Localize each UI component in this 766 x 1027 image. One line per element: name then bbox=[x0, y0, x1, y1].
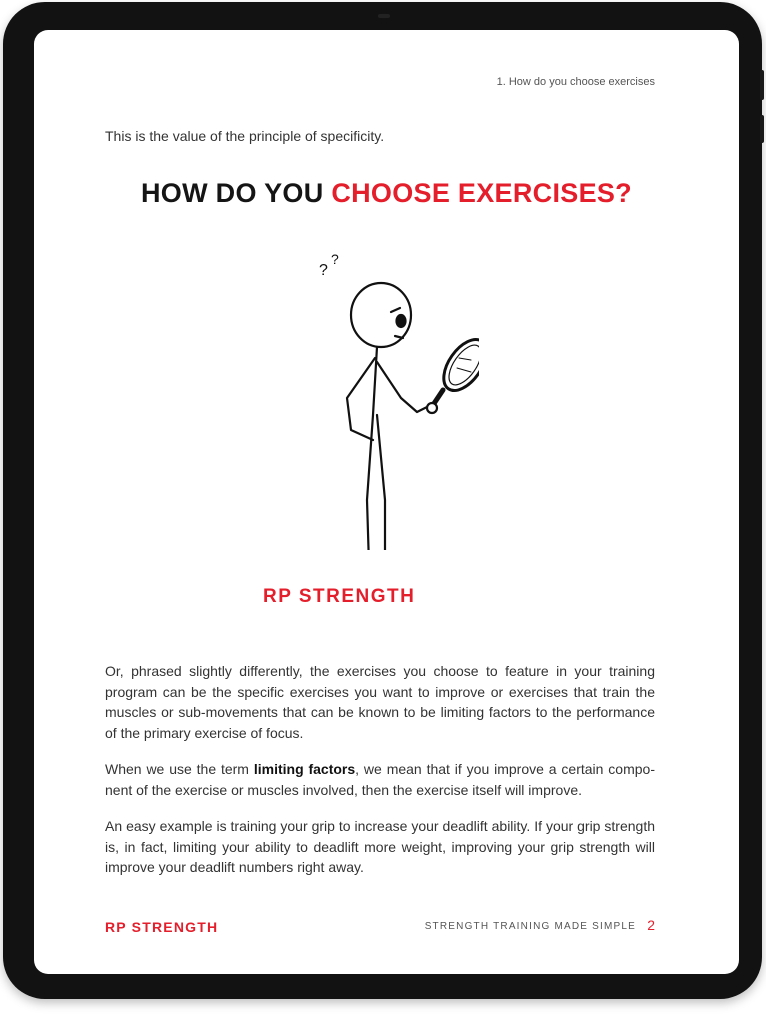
camera-dot bbox=[378, 14, 390, 18]
question-mark-2: ? bbox=[331, 251, 339, 267]
title-part-1: HOW DO YOU bbox=[141, 178, 332, 208]
stick-figure-illustration bbox=[289, 240, 479, 550]
paragraph-3: An easy example is training your grip to increase your deadlift ability. If your grip strength is, in fact, limiting your ability to deadlift more weight, improving your grip strength will improve your deadlift numbers right away. bbox=[105, 818, 655, 875]
section-breadcrumb: 1. How do you choose exercises bbox=[496, 76, 655, 88]
page-number: 2 bbox=[647, 917, 655, 933]
tablet-frame bbox=[3, 2, 762, 999]
rp-strength-logo: RP STRENGTH bbox=[263, 586, 416, 607]
paragraph-1: Or, phrased slightly differently, the exercises you choose to feature in your training program can be the specific exercises you want to improve or exercises that train the muscles or sub-movements that can be known to be limiting factors to the performance of the primary exercise of focus. bbox=[105, 663, 655, 741]
side-button-volume bbox=[760, 115, 764, 143]
paragraph-2-end: , we mean that if you improve a certain compo-nent of the exercise or muscles involved, then the exercise itself will improve. bbox=[105, 761, 655, 798]
question-mark-1: ? bbox=[319, 262, 328, 279]
ebook-page bbox=[34, 30, 739, 974]
page-title bbox=[34, 178, 739, 209]
paragraph-2-start: When we use the term bbox=[105, 761, 254, 777]
limiting-factors-term: limiting factors bbox=[253, 761, 356, 777]
paragraph-2 bbox=[105, 759, 655, 800]
footer-tagline: STRENGTH TRAINING MADE SIMPLE bbox=[424, 921, 636, 932]
intro-text: This is the value of the principle of specificity. bbox=[105, 128, 385, 144]
footer-logo: RP STRENGTH bbox=[105, 919, 219, 935]
side-button-top bbox=[760, 70, 764, 100]
title-part-2: CHOOSE EXERCISES? bbox=[331, 178, 632, 208]
